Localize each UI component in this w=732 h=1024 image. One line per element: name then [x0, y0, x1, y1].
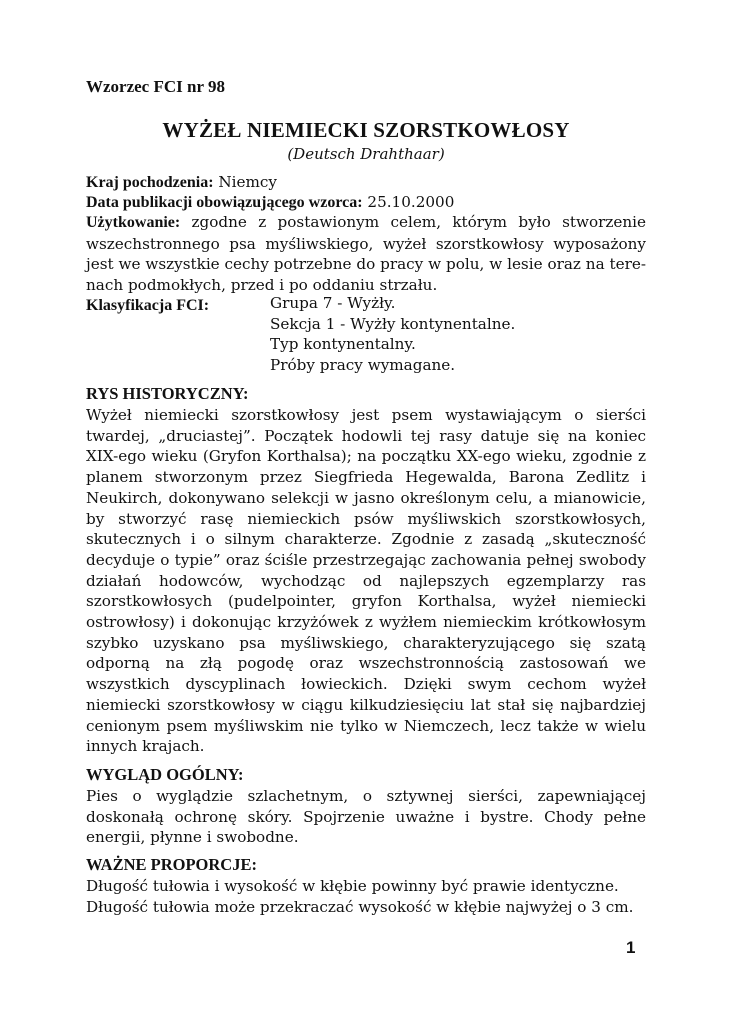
publication-line [86, 192, 646, 214]
origin-line [86, 172, 646, 194]
publication-label: Data publikacji obowiązującego wzorca: [86, 194, 363, 211]
history-paragraph: Wyżeł niemiecki szorstkowłosy jest psem wystawiającym o sierści twardej, „druciastej”. Początek hodowli tej rasy datuje się na koniec XIX-ego wieku (Gryfon Korthalsa); na początku XX-ego wieku, zgodnie z planem stworzonym przez Siegfrieda Hegewalda, Barona Zedlitz i Neukirch, dokonywano selekcji w jasno określonym celu, a mianowicie, by stworzyć rasę niemieckich psów myśliwskich szorstkowłosych, skutecznych i o silnym charakterze. Zgodnie z zasadą „skuteczność decyduje o typie” oraz ściśle przestrzegając zachowania pełnej swobody działań hodowców, wychodząc od najlepszych egzemplarzy ras szorstkowłosych (pudelpointer, gryfon Korthalsa, wyżeł niemiecki ostrowłosy) i dokonując krzyżówek z wyżłem niemieckim krótkowłosym szybko uzyskano psa myśliwskiego, charakteryzującego się szatą odporną na złą pogodę oraz wszechstronnością zastosowań we wszystkich dyscyplinach łowieckich. Dzięki swym cechom wyżeł niemiecki szorstkowłosy w ciągu kilkudziesięciu lat stał się najbardziej cenionym psem myśliwskim nie tylko w Niemczech, lecz także w wielu innych krajach. [86, 406, 646, 756]
utilization-text: zgodne z postawionym celem, którym było stworzenie wszechstronnego psa myśliwskiego, wyżeł szorstkowłosy wyposażony jest we wszystkie cechy potrzebne do pracy w polu, w lesie oraz na terenach podmokłych, przed i po oddaniu strzału. [86, 213, 646, 295]
classification-type: Typ kontynentalny. [270, 335, 416, 354]
proportions-heading: WAŻNE PROPORCJE: [86, 855, 257, 874]
classification-list [270, 293, 515, 375]
classification-trials: Próby pracy wymagane. [270, 355, 456, 374]
utilization-label: Użytkowanie: [86, 214, 181, 231]
appearance-heading: WYGLĄD OGÓLNY: [86, 765, 244, 784]
classification-label: Klasyfikacja FCI: [86, 297, 210, 314]
publication-value: 25.10.2000 [367, 193, 455, 211]
standard-number: Wzorzec FCI nr 98 [86, 77, 225, 96]
history-heading: RYS HISTORYCZNY: [86, 384, 249, 403]
appearance-paragraph: Pies o wyglądzie szlachetnym, o sztywnej sierści, zapewniającej doskonałą ochronę skóry. Spojrzenie uważne i bystre. Chody pełne energii, płynne i swobodne. [86, 787, 646, 847]
utilization-paragraph [86, 212, 646, 296]
page-number: 1 [626, 938, 636, 957]
proportions-line-2: Długość tułowia może przekraczać wysokość w kłębie najwyżej o 3 cm. [86, 898, 634, 916]
page-title: WYŻEŁ NIEMIECKI SZORSTKOWŁOSY [162, 118, 570, 142]
page-subtitle: (Deutsch Drahthaar) [287, 145, 445, 163]
proportions-line-1: Długość tułowia i wysokość w kłębie powinny być prawie identyczne. [86, 877, 619, 895]
origin-value: Niemcy [218, 173, 277, 191]
classification-section: Sekcja 1 - Wyżły kontynentalne. [270, 314, 516, 333]
classification-group: Grupa 7 - Wyżły. [270, 294, 396, 312]
origin-label: Kraj pochodzenia: [86, 174, 214, 191]
